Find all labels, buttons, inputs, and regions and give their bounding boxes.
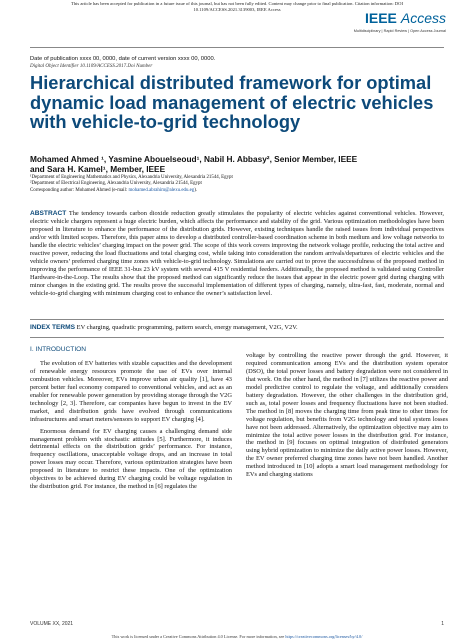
left-column [30,346,232,491]
license-text: This work is licensed under a Creative Commons Attribution 4.0 License. For more information, see [111,634,286,639]
index-terms-label: INDEX TERMS [30,324,76,331]
logo-ieee-text: IEEE [364,10,397,26]
affiliation-2: ²Department of Electrical Engineering, Alexandria University, Alexandria 21544, Egypt [30,181,202,187]
publication-dates: Date of publication xxxx 00, 0000, date of current version xxxx 00, 0000. [30,56,216,62]
index-divider [30,337,444,338]
abstract-label: ABSTRACT [30,210,67,217]
affiliations [30,175,450,194]
paragraph: voltage by controlling the reactive power through the grid. However, it required communication among EVs and the distribution system operator (DSO), the total power losses and battery degradation were not considered in that work. On the other hand, the method in [7] utilizes the reactive power and model predictive control to regulate the voltage, and additionally considers battery degradation. However, the other challenges in the distribution grid, such as, total power losses and frequency fluctuations have not been studied. The method in [8] moves the charging time from peak time to other times for voltage regulation, but benefits from V2G technology and total system losses have not been addressed. Alternatively, the optimization objective may aim to minimize the total active power losses in the distribution grid. For instance, the method in [9] focuses on optimal integration of distributed generators using hybrid optimization to minimize the daily active power losses. However, the EV owner preferred charging time zones have not been handled. Another method introduced in [10] adopts a smart load management methodology for EVs and charging stations [246,352,448,479]
header-divider [30,47,444,48]
affiliation-1: ¹Department of Engineering Mathematics and Physics, Alexandria University, Alexandria 21544, Egypt [30,175,233,180]
page-number: 1 [441,621,444,627]
section-heading: I. INTRODUCTION [30,346,87,353]
publication-notice-line2: 10.1109/ACCESS.2021.3139003, IEEE Access [193,6,281,12]
right-column [246,352,448,479]
volume-label: VOLUME XX, 2021 [30,621,74,627]
corresponding-author-prefix: Corresponding author: Mohamed Ahmed (e-mail: [30,187,129,193]
abstract [30,210,444,298]
corresponding-author [30,188,450,194]
license-link[interactable]: https://creativecommons.org/licenses/by/4.0/ [285,634,363,639]
paragraph: Enormous demand for EV charging causes a challenging demand side management problem with stochastic attitudes [5]. Furthermore, it induces detrimental effects on the distribution grids’ performance. For instance, frequency oscillations, unacceptable voltage drops, and an increase in total power losses may occur. Therefore, various optimization strategies have been proposed in literature to restrict these impacts. One of the optimization objectives to be achieved during EV charging could be voltage regulation in the distribution grid. For instance, the method in [6] regulates the [30,427,232,491]
paragraph: The evolution of EV batteries with sizable capacities and the development of renewable energy resources promote the use of EVs over internal combustion vehicles. Moreover, EVs improve urban air quality [1], have 43 percent better fuel economy compared to conventional vehicles, and act as an enabler for renewable power generation by providing storage through the V2G technology [2, 3]. Therefore, car companies have begun to invest in the EV market, and distribution grids have evolved through communications infrastructures and smart meters/sensors to support EV charging [4]. [30,359,232,423]
abstract-text: The tendency towards carbon dioxide reduction greatly stimulates the popularity of electric vehicles against conventional vehicles. However, electric vehicle chargers represent a huge electric burden, which affects the performance and stability of the grid. Various optimization methodologies have been proposed in literature to enhance the performance of the distribution grids. However, existing techniques handle the raised issues from individual perspectives and/or with limited scopes. Therefore, this paper aims to develop a distributed controller-based coordination scheme in both medium and low voltage networks to handle the electric vehicles’ charging impact on the power grid. The scope of this work covers improving the network voltage profile, reducing the total active and reactive power, reducing the load fluctuations and total charging cost, while taking into consideration the random arrivals/departures of electric vehicles and the vehicle owners’ preferred charging time zones with vehicle-to-grid technology. Simulations are carried out to prove the successfulness of the proposed method in improving the performance of IEEE 31-bus 23 kV system with several 415 V residential feeders. Additionally, the proposed method is validated using Controller Hardware-in-the-Loop. The results show that the proposed method can significantly reduce the issues that appear in the electric power grid during charging with minor changes in the existing grid. The results prove the successful implementation of different types of charging, namely, ultra-fast, fast, moderate, normal and vehicle-to-grid charging with minimum charging cost to enhance the owner’s satisfaction level. [30,210,444,297]
paper-title: Hierarchical distributed framework for optimal dynamic load management of electric vehicles with vehicle-to-grid technology [30,72,434,133]
page-footer [30,621,444,627]
ieee-access-logo [354,10,446,33]
author-line-2: and Sara H. Kamel¹, Member, IEEE [30,164,166,174]
index-terms-text: EV charging, quadratic programming, pattern search, energy management, V2G, V2V. [75,324,298,331]
abstract-divider [30,319,444,320]
doi-line: Digital Object Identifier 10.1109/ACCESS.2017.Doi Number [30,64,153,69]
author-list [30,154,450,174]
corresponding-author-suffix: ). [194,187,198,193]
corresponding-email-link[interactable]: mohamed.abrahim@alexu.edu.eg [128,187,195,193]
publication-notice-line1: This article has been accepted for publication in a future issue of this journal, but has not been fully edited. Content may change prior to final publication. Citation information: DOI [71,1,403,6]
index-terms [30,324,444,331]
logo-tagline: Multidisciplinary | Rapid Review | Open Access Journal [353,29,446,33]
author-line-1: Mohamed Ahmed ¹, Yasmine Abouelseoud¹, Nabil H. Abbasy², Senior Member, IEEE [30,154,358,164]
license-notice [30,634,444,639]
logo-access-text: Access [400,10,446,26]
